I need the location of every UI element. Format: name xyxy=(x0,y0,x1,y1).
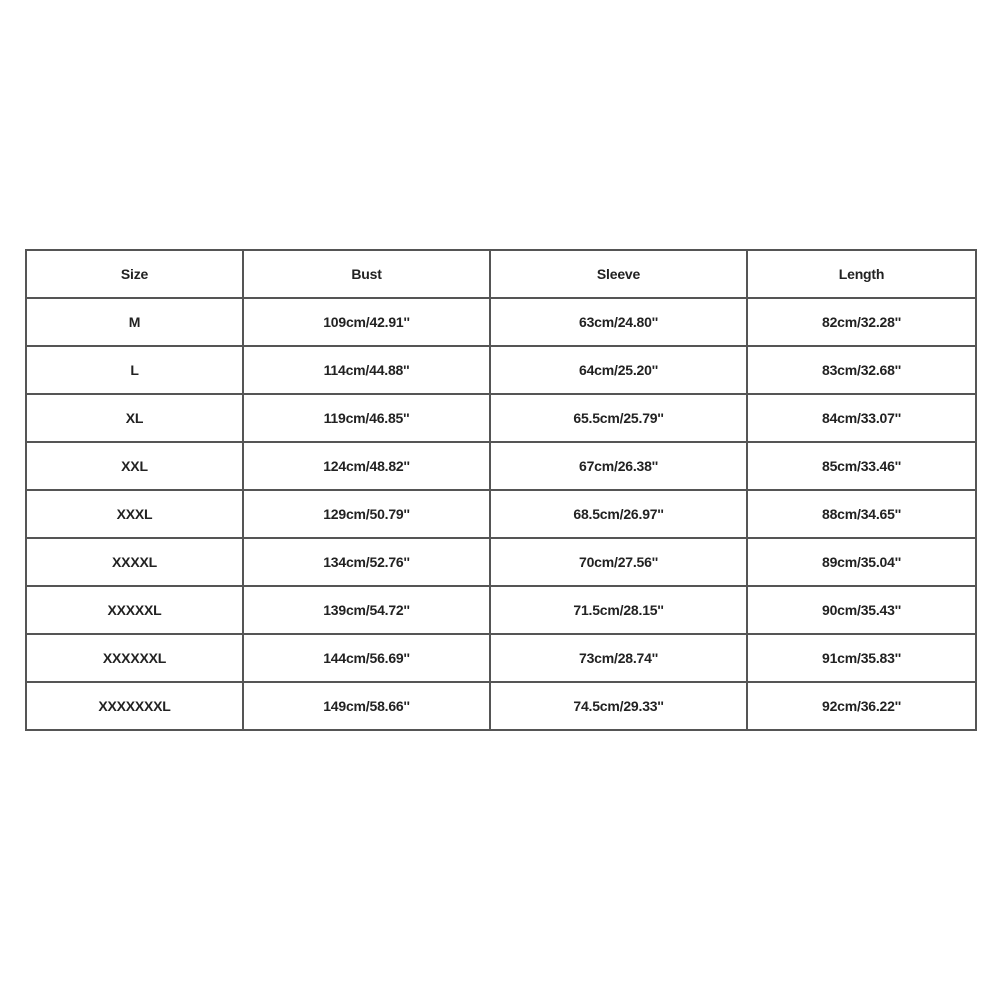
header-bust: Bust xyxy=(243,250,490,298)
bust-cell: 149cm/58.66'' xyxy=(243,682,490,730)
table-row xyxy=(26,490,976,538)
table-row xyxy=(26,442,976,490)
bust-cell: 144cm/56.69'' xyxy=(243,634,490,682)
size-cell: XXXXL xyxy=(26,538,243,586)
bust-cell: 134cm/52.76'' xyxy=(243,538,490,586)
length-cell: 92cm/36.22'' xyxy=(747,682,976,730)
header-row xyxy=(26,250,976,298)
sleeve-cell: 71.5cm/28.15'' xyxy=(490,586,747,634)
size-cell: XXL xyxy=(26,442,243,490)
bust-cell: 109cm/42.91'' xyxy=(243,298,490,346)
length-cell: 84cm/33.07'' xyxy=(747,394,976,442)
length-cell: 91cm/35.83'' xyxy=(747,634,976,682)
table-row xyxy=(26,298,976,346)
length-cell: 82cm/32.28'' xyxy=(747,298,976,346)
sleeve-cell: 70cm/27.56'' xyxy=(490,538,747,586)
table-row xyxy=(26,634,976,682)
sleeve-cell: 68.5cm/26.97'' xyxy=(490,490,747,538)
size-cell: XL xyxy=(26,394,243,442)
table-row xyxy=(26,538,976,586)
sleeve-cell: 65.5cm/25.79'' xyxy=(490,394,747,442)
table-row xyxy=(26,346,976,394)
size-cell: XXXXXL xyxy=(26,586,243,634)
length-cell: 83cm/32.68'' xyxy=(747,346,976,394)
bust-cell: 139cm/54.72'' xyxy=(243,586,490,634)
size-cell: M xyxy=(26,298,243,346)
table-row xyxy=(26,394,976,442)
length-cell: 89cm/35.04'' xyxy=(747,538,976,586)
header-length: Length xyxy=(747,250,976,298)
sleeve-cell: 63cm/24.80'' xyxy=(490,298,747,346)
size-cell: L xyxy=(26,346,243,394)
table-row xyxy=(26,586,976,634)
length-cell: 88cm/34.65'' xyxy=(747,490,976,538)
bust-cell: 129cm/50.79'' xyxy=(243,490,490,538)
length-cell: 90cm/35.43'' xyxy=(747,586,976,634)
size-cell: XXXXXXL xyxy=(26,634,243,682)
header-size: Size xyxy=(26,250,243,298)
size-chart-table xyxy=(25,249,977,731)
sleeve-cell: 67cm/26.38'' xyxy=(490,442,747,490)
size-cell: XXXXXXXL xyxy=(26,682,243,730)
size-cell: XXXL xyxy=(26,490,243,538)
bust-cell: 114cm/44.88'' xyxy=(243,346,490,394)
sleeve-cell: 73cm/28.74'' xyxy=(490,634,747,682)
sleeve-cell: 74.5cm/29.33'' xyxy=(490,682,747,730)
bust-cell: 119cm/46.85'' xyxy=(243,394,490,442)
bust-cell: 124cm/48.82'' xyxy=(243,442,490,490)
length-cell: 85cm/33.46'' xyxy=(747,442,976,490)
header-sleeve: Sleeve xyxy=(490,250,747,298)
sleeve-cell: 64cm/25.20'' xyxy=(490,346,747,394)
table-row xyxy=(26,682,976,730)
